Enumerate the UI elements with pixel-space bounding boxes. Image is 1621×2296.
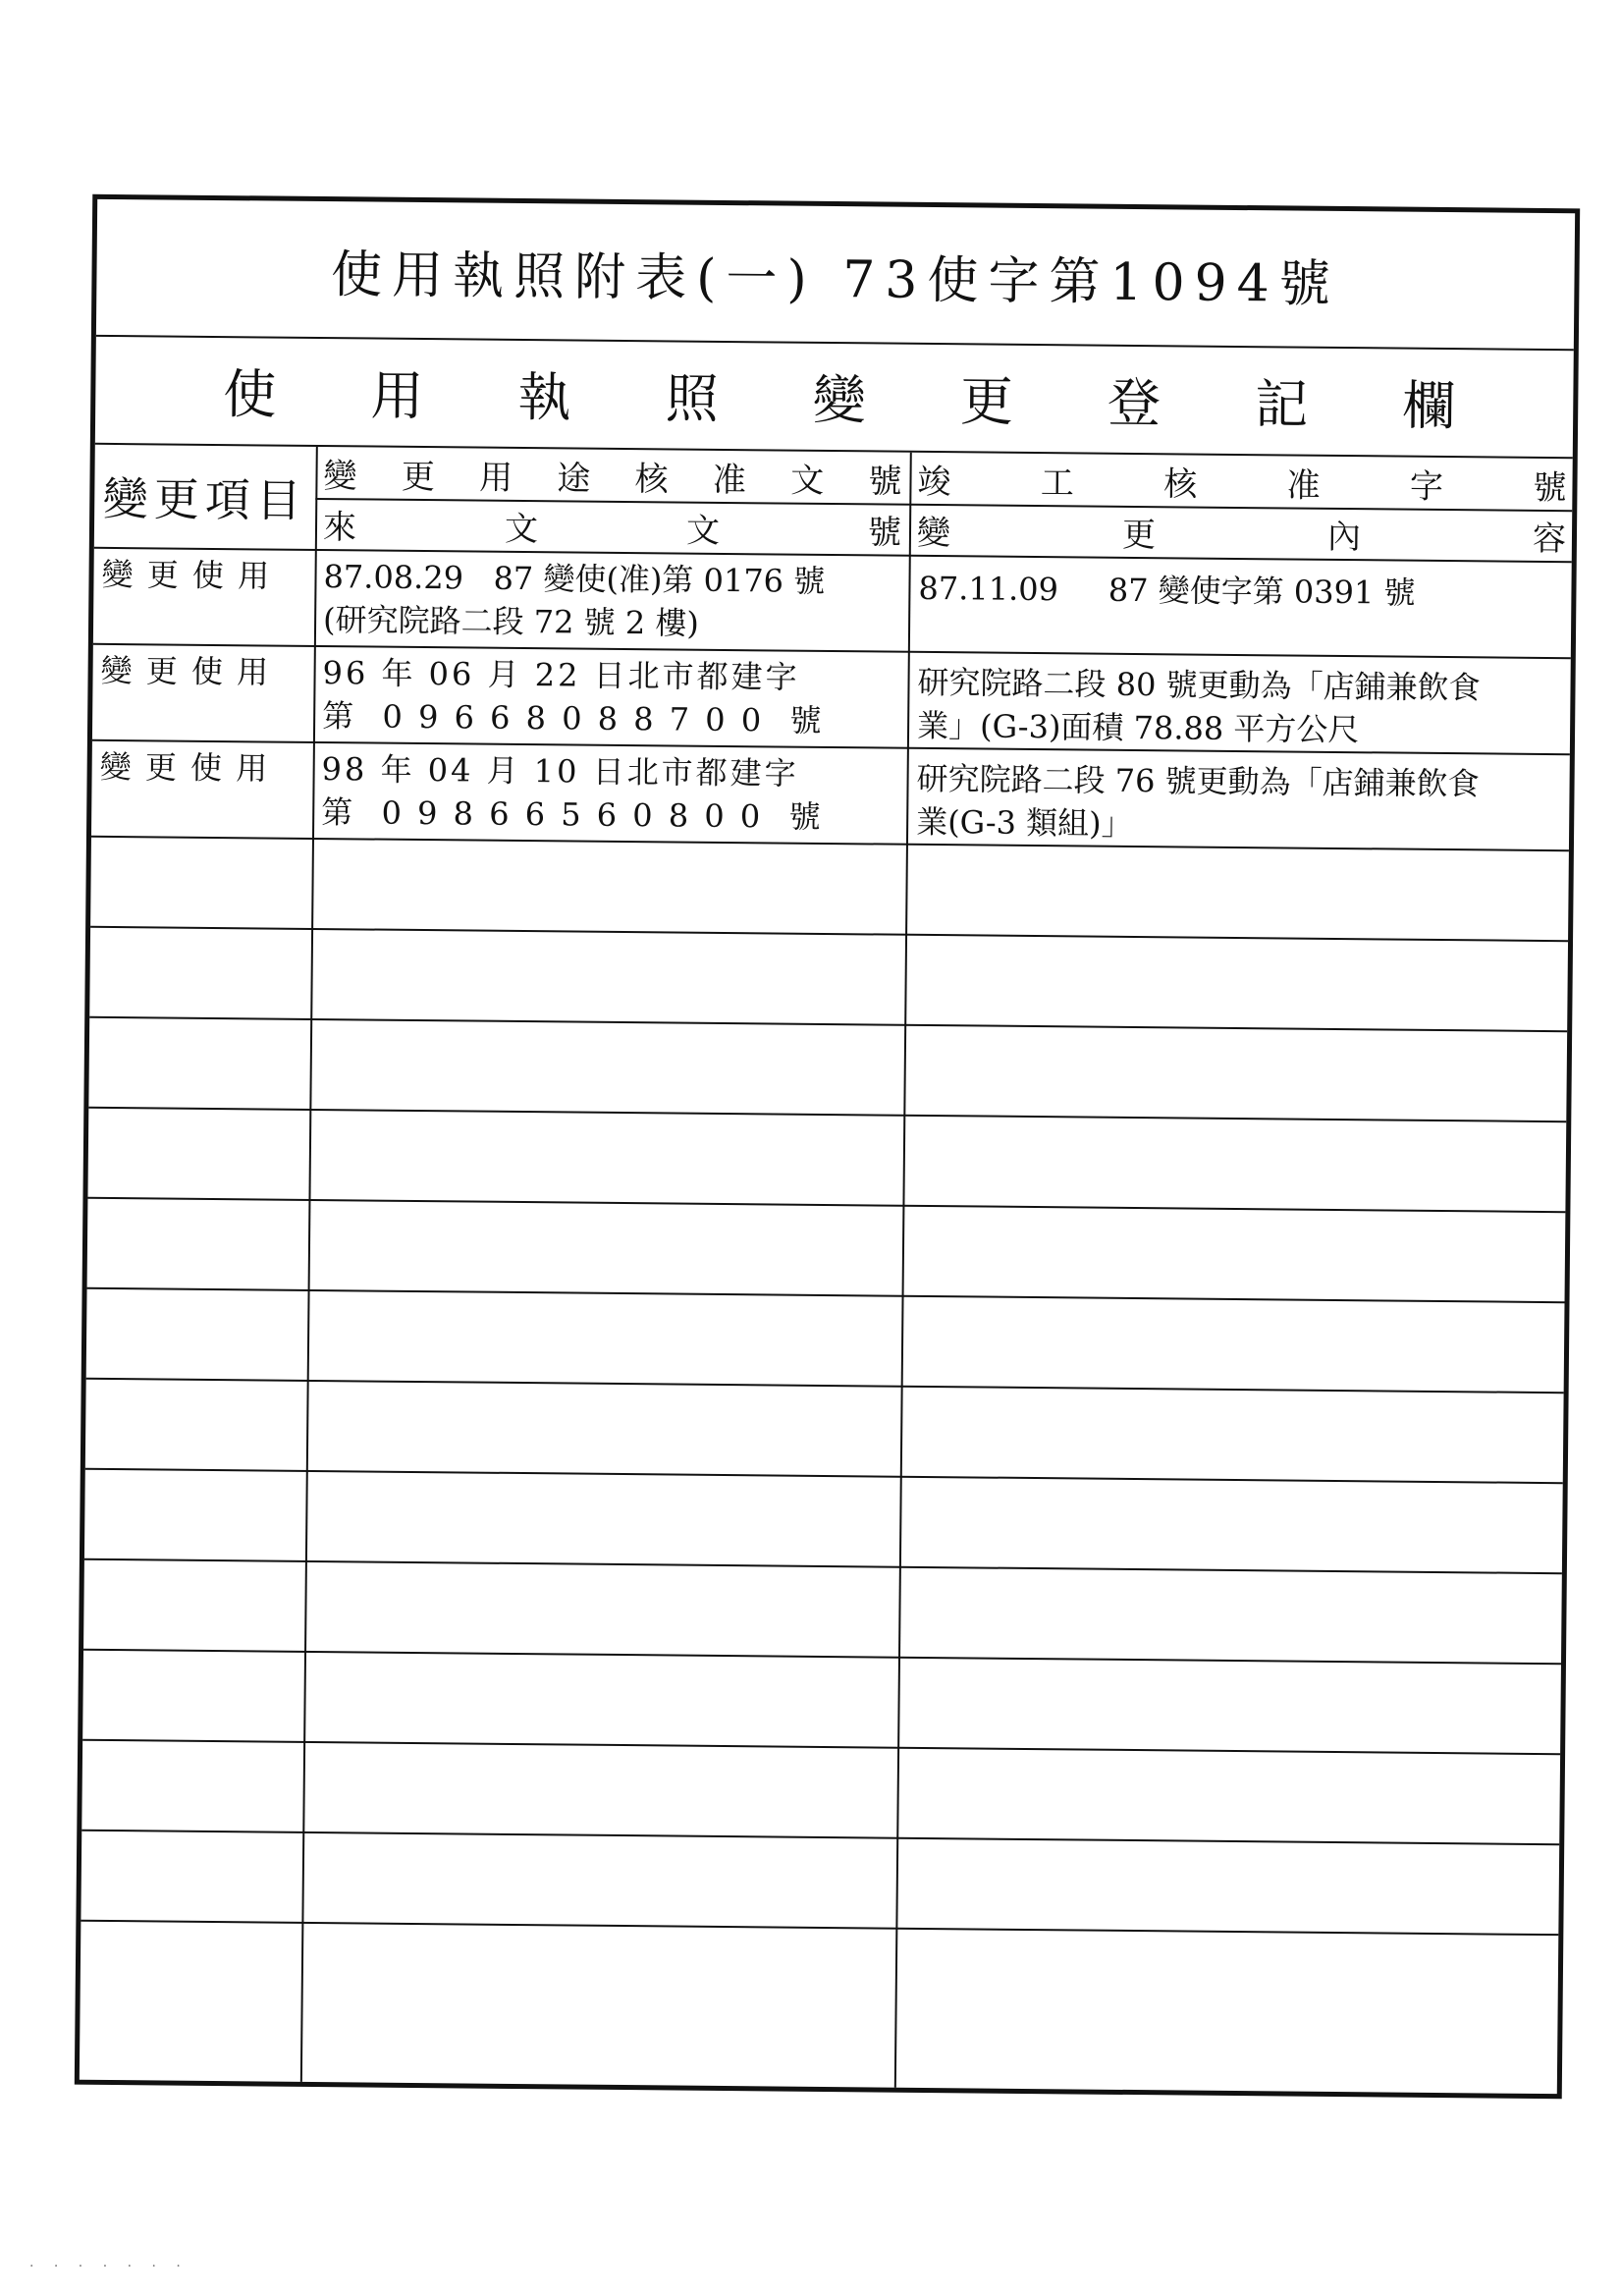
header-char: 容 — [1532, 519, 1567, 559]
subtitle-char: 記 — [1254, 372, 1309, 436]
subtitle-char: 執 — [517, 365, 571, 428]
row-left-line2: 第 0 9 6 6 8 0 8 8 7 0 0 號 — [322, 697, 825, 739]
header-char: 文 — [685, 511, 721, 551]
subtitle-char: 欄 — [1401, 374, 1456, 437]
header-completion-approval-number — [911, 453, 1572, 510]
header-change-item: 變更項目 — [102, 471, 308, 527]
subtitle-char: 變 — [812, 368, 867, 431]
column-divider — [894, 453, 912, 2088]
header-approval-doc-number — [317, 447, 907, 504]
header-char: 核 — [634, 459, 669, 499]
header-char: 字 — [1409, 466, 1444, 507]
row-left-line2: 第 0 9 8 6 6 5 6 0 8 0 0 號 — [321, 793, 824, 836]
header-change-content — [911, 504, 1572, 561]
header-char: 准 — [712, 460, 747, 500]
header-char: 工 — [1040, 463, 1075, 503]
scan-artifact-dots: · · · · · · · — [29, 2259, 189, 2274]
row-item: 變 更 使 用 — [99, 747, 270, 788]
header-char: 變 — [323, 456, 357, 496]
header-char: 號 — [868, 461, 902, 502]
row-right-line1: 研究院路二段 80 號更動為「店鋪兼飲食 — [917, 663, 1481, 707]
header-char: 變 — [916, 513, 951, 553]
row-right-line2: 業」(G-3)面積 78.88 平方公尺 — [916, 706, 1360, 749]
header-char: 更 — [401, 457, 436, 497]
row-right-line2: 業(G-3 類組)」 — [915, 802, 1133, 843]
subtitle-char: 用 — [370, 364, 424, 427]
row-left-line1: 96 年 06 月 22 日北市都建字 — [322, 654, 800, 696]
header-char: 來 — [322, 507, 357, 547]
change-record-table — [80, 445, 1573, 2094]
subtitle-char: 登 — [1107, 371, 1162, 434]
row-item: 變 更 使 用 — [100, 651, 271, 691]
header-char: 核 — [1163, 464, 1198, 505]
header-incoming-doc-number — [317, 498, 907, 555]
header-char: 號 — [867, 512, 902, 553]
header-char: 號 — [1533, 467, 1567, 508]
subtitle-char: 照 — [665, 366, 719, 430]
subtitle-char: 更 — [959, 369, 1014, 433]
row-right-line1: 87.11.09 87 變使字第 0391 號 — [918, 569, 1416, 612]
header-char: 文 — [790, 461, 825, 501]
row-left-line1: 87.08.29 87 變使(准)第 0176 號 — [323, 558, 826, 600]
usage-license-change-form — [75, 194, 1580, 2099]
header-char: 更 — [1121, 515, 1157, 555]
form-title: 使用執照附表(一) 73使字第1094號 — [96, 199, 1575, 351]
header-char: 途 — [557, 458, 591, 499]
row-left-line1: 98 年 04 月 10 日北市都建字 — [321, 750, 799, 793]
header-char: 准 — [1286, 465, 1321, 506]
header-char: 內 — [1326, 517, 1362, 557]
row-left-line2: (研究院路二段 72 號 2 樓) — [322, 601, 700, 642]
form-subtitle — [95, 335, 1574, 459]
header-char: 文 — [504, 509, 539, 549]
header-char: 用 — [478, 458, 513, 498]
row-item: 變 更 使 用 — [101, 555, 272, 595]
row-right-line1: 研究院路二段 76 號更動為「店鋪兼飲食 — [916, 759, 1480, 803]
header-char: 竣 — [917, 462, 951, 502]
subtitle-char: 使 — [223, 362, 277, 426]
